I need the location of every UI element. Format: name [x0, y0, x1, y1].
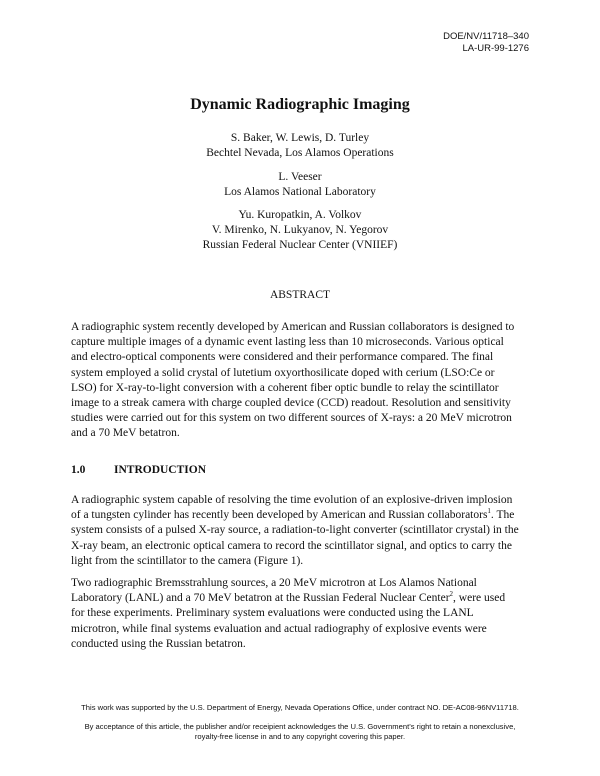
- paragraph-line: A radiographic system capable of resolving the time evolution of an explosive-driven implosion: [71, 494, 513, 506]
- author-affiliation: Russian Federal Nuclear Center (VNIIEF): [202, 239, 398, 251]
- report-number: DOE/NV/11718–340: [443, 31, 529, 42]
- paragraph-line: conducted using the Russian betatron.: [71, 637, 246, 650]
- license-line: By acceptance of this article, the publisher and/or receipient acknowledges the U.S. Government’s right to retain a nonexclusive,: [84, 722, 516, 731]
- author-names-continued: V. Mirenko, N. Lukyanov, N. Yegorov: [211, 224, 389, 236]
- paragraph-line: light from the scintillator to the camera (Figure 1).: [71, 554, 304, 567]
- license-footnote: [0, 722, 600, 742]
- author-group-lanl: [0, 170, 600, 200]
- abstract-line: and electro-optical components were considered and their performance compared. The final: [71, 351, 494, 364]
- author-group-bechtel: [0, 131, 600, 161]
- section-heading: [71, 464, 206, 476]
- line-end: .: [490, 509, 494, 522]
- line-end: , were used: [453, 592, 506, 605]
- paragraph-line: microtron, while final systems evaluation and actual radiography of explosive events were: [71, 622, 487, 635]
- paragraph-line: X-ray beam, an electronic optical camera to record the scintillator signal, and optics to carry the: [71, 539, 512, 552]
- author-affiliation: Bechtel Nevada, Los Alamos Operations: [206, 147, 394, 159]
- abstract-heading: ABSTRACT: [269, 289, 331, 301]
- intro-paragraph-2: [71, 576, 531, 652]
- paragraph-line: [71, 591, 531, 606]
- intro-paragraph-1: [71, 493, 531, 569]
- paragraph-line: Two radiographic Bremsstrahlung sources, a 20 MeV microtron at Los Alamos National: [71, 577, 477, 589]
- paragraph-line: system consists of a pulsed X-ray source, a radiation-to-light converter (scintillator crystal) in the: [71, 524, 519, 537]
- line-text: Laboratory (LANL) and a 70 MeV betatron at the Russian Federal Nuclear Center: [71, 592, 450, 605]
- reference-superscript: 2: [449, 590, 454, 599]
- abstract-line: image to a streak camera with charge coupled device (CCD) readout. Resolution and sensitivity: [71, 397, 511, 410]
- section-title: INTRODUCTION: [114, 464, 207, 476]
- license-line: royalty-free license in and to any copyright covering this paper.: [194, 732, 406, 741]
- author-group-vniief: [0, 208, 600, 253]
- report-code: LA-UR-99-1276: [462, 43, 529, 54]
- author-affiliation: Los Alamos National Laboratory: [224, 186, 376, 198]
- section-number: 1.0: [71, 464, 86, 476]
- abstract-line: A radiographic system recently developed by American and Russian collaborators is designed to: [71, 321, 515, 333]
- paragraph-line: for these experiments. Preliminary system evaluations were conducted using the LANL: [71, 607, 474, 620]
- paragraph-line: of a tungsten cylinder has recently been developed by American and Russian collaborators$^1$. The: [71, 507, 515, 522]
- report-identifiers: [443, 31, 529, 55]
- abstract-body: [71, 320, 531, 442]
- abstract-line: system employed a solid crystal of lutetium oxyorthosilicate doped with cerium (LSO:Ce or: [71, 366, 495, 379]
- author-names: Yu. Kuropatkin, A. Volkov: [238, 209, 362, 221]
- abstract-line: studies were carried out for this system on two different sources of X-rays: a 20 MeV microtron: [71, 412, 512, 425]
- abstract-line: LSO) for X-ray-to-light conversion with a coherent fiber optic bundle to relay the scintillator: [71, 381, 499, 394]
- abstract-line: and a 70 MeV betatron.: [71, 427, 180, 440]
- author-names: S. Baker, W. Lewis, D. Turley: [230, 132, 370, 144]
- line-text: of a tungsten cylinder has recently been developed by American and Russian collaborators: [71, 509, 488, 522]
- funding-footnote: This work was supported by the U.S. Department of Energy, Nevada Operations Office, under contract NO. DE-AC08-96NV11718.: [81, 703, 519, 712]
- reference-superscript: 1: [487, 507, 491, 516]
- author-names: L. Veeser: [278, 171, 322, 183]
- paper-title: Dynamic Radiographic Imaging: [190, 96, 410, 113]
- abstract-line: capture multiple images of a dynamic event lasting less than 10 microseconds. Various optical: [71, 336, 504, 349]
